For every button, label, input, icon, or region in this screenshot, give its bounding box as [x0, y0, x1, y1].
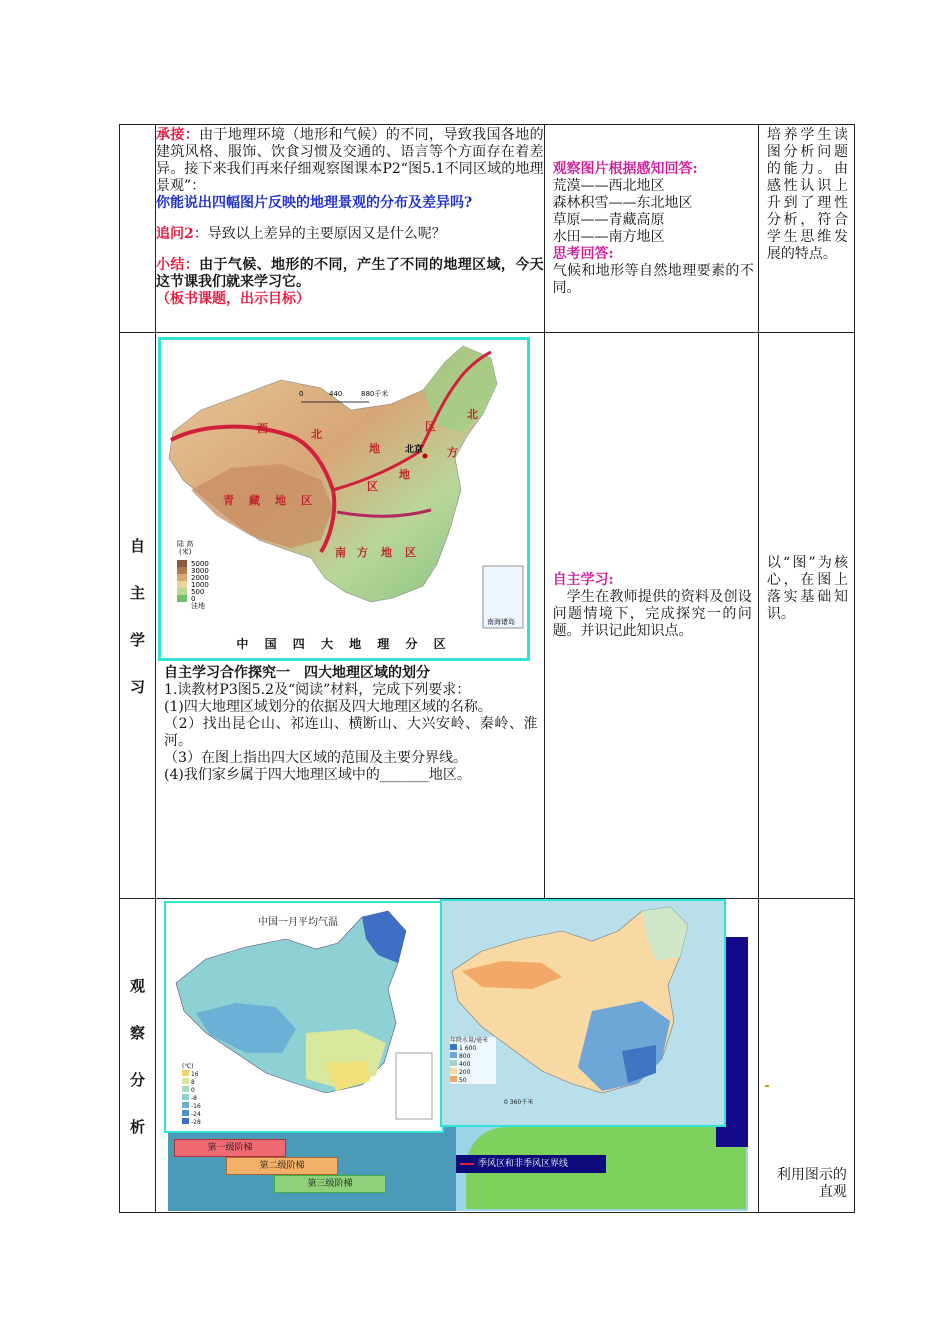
- observe-heading: 观察图片根据感知回答:: [552, 161, 698, 177]
- think-heading: 思考回答:: [552, 246, 614, 262]
- stage-label-self-study: [120, 333, 156, 899]
- teacher-activity-cell: [156, 125, 545, 333]
- label-xiaojie: 小结：: [156, 257, 200, 273]
- scale-label: 440: [329, 390, 343, 398]
- inset-label: 南海诸岛: [487, 618, 516, 626]
- region-char: 西: [257, 422, 269, 435]
- self-study-text: 学生在教师提供的资料及创设问题情境下，完成探究一的问题。并识记此知识点。: [552, 588, 752, 639]
- legend-unit: (米): [179, 548, 192, 556]
- legend-title: 陆 高: [177, 540, 194, 548]
- student-activity-cell: [544, 125, 758, 333]
- label-zhuiwen: 追问2: [156, 226, 194, 242]
- task-item: （3）在图上指出四大区域的范围及主要分界线。: [164, 750, 467, 766]
- task-item: (1)四大地理区域划分的依据及四大地理区域的名称。: [164, 699, 492, 715]
- china-regions-map: [158, 337, 530, 661]
- stage-char: 主: [130, 583, 146, 602]
- stage-label-observe: [120, 899, 156, 1213]
- capital-label: 北京: [405, 445, 424, 455]
- stage-char: 习: [130, 677, 146, 696]
- task-item: （2）找出昆仑山、祁连山、横断山、大兴安岭、秦岭、淮河。: [164, 716, 538, 749]
- region-char: 方: [357, 546, 369, 559]
- rain-scale: 0 360千米: [504, 1099, 534, 1106]
- student-activity-cell: [544, 333, 758, 899]
- region-char: 区: [405, 546, 417, 559]
- svg-text:500: 500: [191, 588, 205, 596]
- paragraph-transition: [156, 127, 544, 195]
- region-char: 地: [369, 442, 381, 455]
- stage-char: 察: [130, 1023, 146, 1042]
- map-graphic: [161, 340, 527, 658]
- transition-text: 由于地理环境（地形和气候）的不同，导致我国各地的建筑风格、服饰、饮食习惯及交通的、语言等个方面存在着差异。接下来我们再来仔细观察图课本P2“图5.1不同区域的地理景观”：: [156, 127, 544, 194]
- step-3: 第三级阶梯: [274, 1175, 386, 1193]
- question-text: 你能说出四幅图片反映的地理景观的分布及差异吗?: [156, 195, 473, 211]
- capital-marker: [423, 454, 428, 459]
- legend-low: 洼地: [191, 602, 206, 610]
- intent-cell: [758, 899, 854, 1213]
- svg-text:1000: 1000: [191, 581, 209, 589]
- region-char: 区: [301, 494, 313, 507]
- region-char: 青: [223, 494, 235, 507]
- stage-char: 学: [130, 630, 146, 649]
- scale-label: 880千米: [361, 390, 389, 398]
- observation-maps-cell: [156, 899, 759, 1213]
- observation-collage: [156, 899, 756, 1212]
- region-char: 北: [467, 408, 479, 421]
- region-char: 区: [367, 480, 379, 493]
- stage-char: 析: [130, 1117, 146, 1136]
- svg-text:5000: 5000: [191, 560, 209, 568]
- january-temperature-map: [164, 901, 444, 1133]
- region-char: 地: [381, 546, 393, 559]
- task-intro: 1.读教材P3图5.2及“阅读”材料，完成下列要求：: [164, 682, 471, 698]
- jan-map-title: 中国一月平均气温: [258, 917, 339, 928]
- answer-line-3: 草原——青藏高原: [552, 212, 665, 228]
- stage-char: 分: [130, 1070, 146, 1089]
- region-char: 区: [425, 420, 437, 433]
- task-heading: 自主学习合作探究一 四大地理区域的划分: [164, 665, 431, 681]
- step-1: 第一级阶梯: [174, 1139, 286, 1157]
- lesson-plan-table: [119, 124, 855, 1213]
- region-char: 北: [311, 428, 323, 441]
- table-row: [120, 333, 855, 899]
- intent-text: 培养学生读图分析问题的能力。由感性认识上升到了理性分析，符合学生思维发展的特点。: [766, 127, 848, 262]
- monsoon-line-label: 季风区和非季风区界线: [456, 1155, 606, 1173]
- small-mark: [765, 1085, 769, 1087]
- table-row: [120, 899, 855, 1213]
- intent-cell: [758, 125, 854, 333]
- followup-text: ：导致以上差异的主要原因又是什么呢？: [193, 226, 446, 242]
- paragraph-summary: [156, 257, 544, 291]
- stage-char: 自: [130, 536, 146, 555]
- paragraph-followup: [156, 226, 544, 243]
- region-char: 方: [447, 446, 459, 459]
- self-study-heading: 自主学习:: [552, 571, 614, 588]
- region-char: 地: [275, 494, 287, 507]
- scale-label: 0: [299, 390, 304, 398]
- region-char: 地: [399, 468, 411, 481]
- map-title: 中 国 四 大 地 理 分 区: [236, 637, 452, 651]
- stage-cell-empty: [120, 125, 156, 333]
- region-char: 藏: [249, 494, 261, 507]
- task-item: (4)我们家乡属于四大地理区域中的_______地区。: [164, 767, 471, 783]
- answer-line-4: 水田——南方地区: [552, 229, 665, 245]
- stage-char: 观: [130, 976, 146, 995]
- step-2: 第二级阶梯: [226, 1157, 338, 1175]
- think-answer: 气候和地形等自然地理要素的不同。: [552, 263, 754, 296]
- board-note: （板书课题，出示目标）: [156, 291, 311, 307]
- svg-text:2000: 2000: [191, 574, 209, 582]
- answer-line-1: 荒漠——西北地区: [552, 178, 665, 194]
- jan-legend: (℃) 16 8 0 -8 -16 -24 -28: [182, 1063, 201, 1126]
- label-chengjie: 承接：: [156, 127, 200, 143]
- intent-cell: [758, 333, 854, 899]
- svg-text:3000: 3000: [191, 567, 209, 575]
- region-char: 南: [335, 546, 347, 559]
- teacher-activity-cell: [156, 333, 545, 899]
- table-row: [120, 125, 855, 333]
- rain-legend: 年降水量/毫米 1 600 800 400 200 50: [450, 1037, 496, 1084]
- intent-text: 利用图示的直观: [776, 1167, 847, 1200]
- svg-text:0: 0: [191, 595, 196, 603]
- intent-text: 以“图”为核心，在图上落实基础知识。: [766, 554, 848, 622]
- answer-line-2: 森林积雪——东北地区: [552, 195, 693, 211]
- summary-text: 由于气候、地形的不同，产生了不同的地理区域，今天这节课我们就来学习它。: [156, 257, 544, 290]
- precipitation-map: [440, 899, 726, 1127]
